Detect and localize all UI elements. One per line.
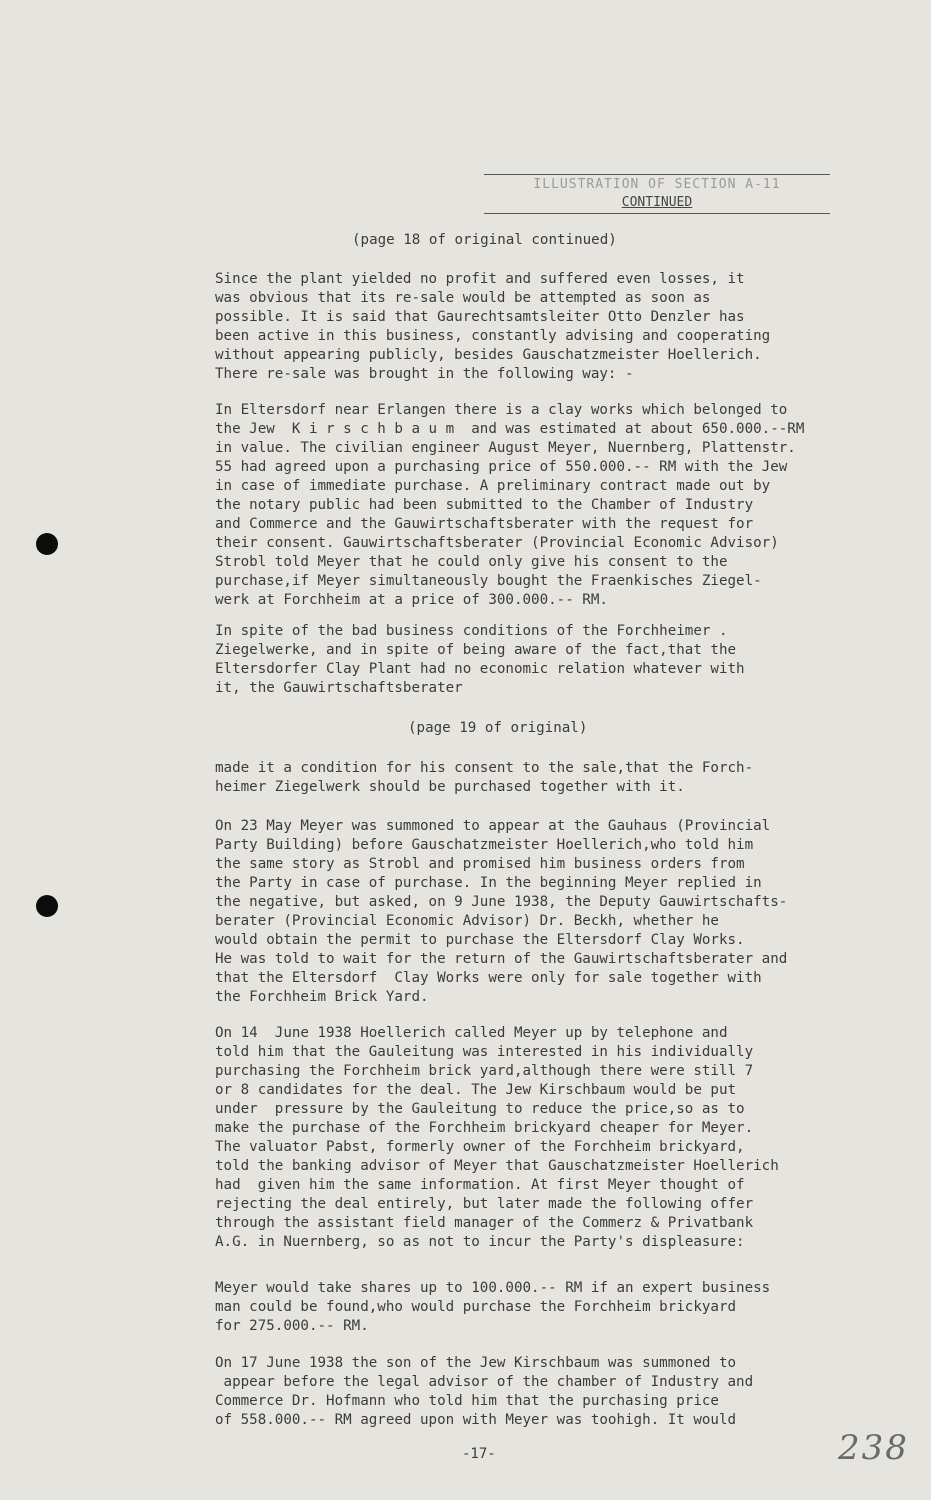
text-line: under pressure by the Gauleitung to reduce the price,so as to — [215, 1101, 745, 1117]
page-note-top: (page 18 of original continued) — [352, 232, 617, 248]
text-line: the Jew K i r s c h b a u m and was estimated at about 650.000.--RM — [215, 421, 805, 437]
punch-hole — [36, 895, 58, 917]
handwritten-page-number: 238 — [838, 1428, 909, 1468]
text-line: the notary public had been submitted to the Chamber of Industry — [215, 497, 754, 513]
text-line: rejecting the deal entirely, but later made the following offer — [215, 1196, 754, 1212]
text-line: their consent. Gauwirtschaftsberater (Provincial Economic Advisor) — [215, 535, 779, 551]
continued-label: CONTINUED — [621, 195, 693, 210]
text-line: Eltersdorfer Clay Plant had no economic relation whatever with — [215, 661, 745, 677]
text-line: purchase,if Meyer simultaneously bought the Fraenkisches Ziegel- — [215, 573, 762, 589]
text-line: told the banking advisor of Meyer that Gauschatzmeister Hoellerich — [215, 1158, 779, 1174]
text-line: A.G. in Nuernberg, so as not to incur the Party's displeasure: — [215, 1234, 745, 1250]
text-line: in value. The civilian engineer August Meyer, Nuernberg, Plattenstr. — [215, 440, 796, 456]
text-line: possible. It is said that Gaurechtsamtsleiter Otto Denzler has — [215, 309, 745, 325]
text-line: In spite of the bad business conditions of the Forchheimer . — [215, 623, 728, 639]
text-line: the same story as Strobl and promised him business orders from — [215, 856, 745, 872]
text-line: Since the plant yielded no profit and suffered even losses, it — [215, 271, 745, 287]
text-line: Party Building) before Gauschatzmeister Hoellerich,who told him — [215, 837, 754, 853]
text-line: Ziegelwerke, and in spite of being aware of the fact,that the — [215, 642, 737, 658]
text-line: appear before the legal advisor of the chamber of Industry and — [215, 1374, 754, 1390]
text-line: On 17 June 1938 the son of the Jew Kirschbaum was summoned to — [215, 1355, 737, 1371]
page-note-mid: (page 19 of original) — [408, 720, 588, 736]
punch-hole — [36, 533, 58, 555]
text-line: On 23 May Meyer was summoned to appear at the Gauhaus (Provincial — [215, 818, 771, 834]
text-line: man could be found,who would purchase the Forchheim brickyard — [215, 1299, 737, 1315]
text-line: would obtain the permit to purchase the Eltersdorf Clay Works. — [215, 932, 745, 948]
text-line: for 275.000.-- RM. — [215, 1318, 369, 1334]
text-line: the Party in case of purchase. In the beginning Meyer replied in — [215, 875, 762, 891]
text-line: The valuator Pabst, formerly owner of the Forchheim brickyard, — [215, 1139, 745, 1155]
text-line: of 558.000.-- RM agreed upon with Meyer was toohigh. It would — [215, 1412, 737, 1428]
text-line: the negative, but asked, on 9 June 1938, the Deputy Gauwirtschafts- — [215, 894, 788, 910]
text-line: berater (Provincial Economic Advisor) Dr. Beckh, whether he — [215, 913, 719, 929]
header-title: ILLUSTRATION OF SECTION A-11 — [533, 177, 781, 192]
text-line: In Eltersdorf near Erlangen there is a clay works which belonged to — [215, 402, 788, 418]
text-line: through the assistant field manager of the Commerz & Privatbank — [215, 1215, 754, 1231]
text-line: was obvious that its re-sale would be attempted as soon as — [215, 290, 711, 306]
text-line: had given him the same information. At first Meyer thought of — [215, 1177, 745, 1193]
text-line: heimer Ziegelwerk should be purchased together with it. — [215, 779, 685, 795]
text-line: 55 had agreed upon a purchasing price of 550.000.-- RM with the Jew — [215, 459, 788, 475]
text-line: made it a condition for his consent to the sale,that the Forch- — [215, 760, 754, 776]
text-line: it, the Gauwirtschaftsberater — [215, 680, 463, 696]
text-line: Strobl told Meyer that he could only give his consent to the — [215, 554, 728, 570]
text-line: There re-sale was brought in the following way: - — [215, 366, 634, 382]
section-header — [484, 174, 830, 214]
text-line: or 8 candidates for the deal. The Jew Kirschbaum would be put — [215, 1082, 737, 1098]
text-line: He was told to wait for the return of the Gauwirtschaftsberater and — [215, 951, 788, 967]
text-line: make the purchase of the Forchheim brickyard cheaper for Meyer. — [215, 1120, 754, 1136]
text-line: told him that the Gauleitung was interested in his individually — [215, 1044, 754, 1060]
text-line: the Forchheim Brick Yard. — [215, 989, 429, 1005]
text-line: that the Eltersdorf Clay Works were only for sale together with — [215, 970, 762, 986]
text-line: in case of immediate purchase. A preliminary contract made out by — [215, 478, 771, 494]
page-number: -17- — [462, 1446, 496, 1462]
text-line: Commerce Dr. Hofmann who told him that the purchasing price — [215, 1393, 719, 1409]
text-line: without appearing publicly, besides Gauschatzmeister Hoellerich. — [215, 347, 762, 363]
header-rule-top — [484, 174, 830, 175]
text-line: On 14 June 1938 Hoellerich called Meyer up by telephone and — [215, 1025, 728, 1041]
text-line: Meyer would take shares up to 100.000.-- RM if an expert business — [215, 1280, 771, 1296]
text-line: been active in this business, constantly advising and cooperating — [215, 328, 771, 344]
header-rule-bottom — [484, 213, 830, 214]
text-line: purchasing the Forchheim brick yard,although there were still 7 — [215, 1063, 754, 1079]
text-line: and Commerce and the Gauwirtschaftsberater with the request for — [215, 516, 754, 532]
text-line: werk at Forchheim at a price of 300.000.-- RM. — [215, 592, 608, 608]
